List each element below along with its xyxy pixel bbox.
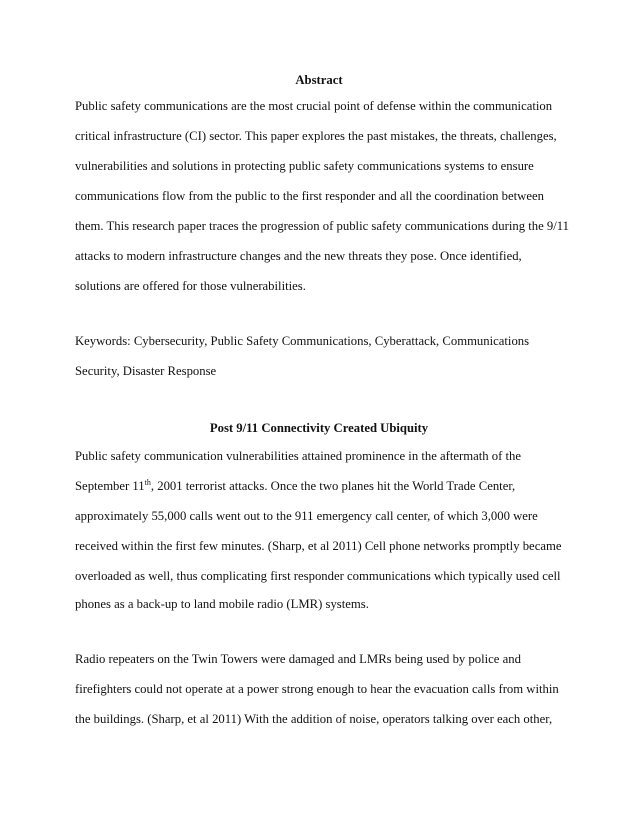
keywords-line-2: Security, Disaster Response — [75, 364, 217, 378]
paragraph-2-line-2: firefighters could not operate at a power strong enough to hear the evacuation calls from within — [75, 682, 559, 696]
section-heading: Post 9/11 Connectivity Created Ubiquity — [209, 421, 429, 435]
paragraph-1-line-1: Public safety communication vulnerabilities attained prominence in the aftermath of the — [75, 449, 522, 463]
paragraph-1-line-6: phones as a back-up to land mobile radio (LMR) systems. — [75, 597, 369, 611]
date-text: September 11 — [75, 479, 145, 493]
abstract-line-2: critical infrastructure (CI) sector. This paper explores the past mistakes, the threats, challenges, — [75, 129, 557, 143]
paragraph-1-line-4: received within the first few minutes. (Sharp, et al 2011) Cell phone networks promptly became — [75, 539, 562, 553]
paragraph-1-line-5: overloaded as well, thus complicating first responder communications which typically used cell — [75, 569, 561, 583]
paragraph-1-line-3: approximately 55,000 calls went out to the 911 emergency call center, of which 3,000 were — [75, 509, 538, 523]
keywords-line-1: Keywords: Cybersecurity, Public Safety Communications, Cyberattack, Communications — [75, 334, 530, 348]
abstract-line-6: attacks to modern infrastructure changes and the new threats they pose. Once identified, — [75, 249, 522, 263]
abstract-line-3: vulnerabilities and solutions in protecting public safety communications systems to ensure — [75, 159, 534, 173]
abstract-line-4: communications flow from the public to the first responder and all the coordination between — [75, 189, 544, 203]
abstract-heading: Abstract — [295, 73, 343, 87]
paragraph-1-line-2-rest: , 2001 terrorist attacks. Once the two planes hit the World Trade Center, — [150, 479, 516, 493]
paragraph-2-line-3: the buildings. (Sharp, et al 2011) With the addition of noise, operators talking over each other, — [75, 712, 553, 726]
paragraph-2-line-1: Radio repeaters on the Twin Towers were damaged and LMRs being used by police and — [75, 652, 521, 666]
ordinal-superscript: th — [144, 478, 151, 487]
abstract-line-5: them. This research paper traces the progression of public safety communications during the 9/11 — [75, 219, 569, 233]
paragraph-1-line-2 — [75, 478, 515, 494]
abstract-line-7: solutions are offered for those vulnerabilities. — [75, 279, 306, 293]
abstract-line-1: Public safety communications are the most crucial point of defense within the communication — [75, 99, 553, 113]
